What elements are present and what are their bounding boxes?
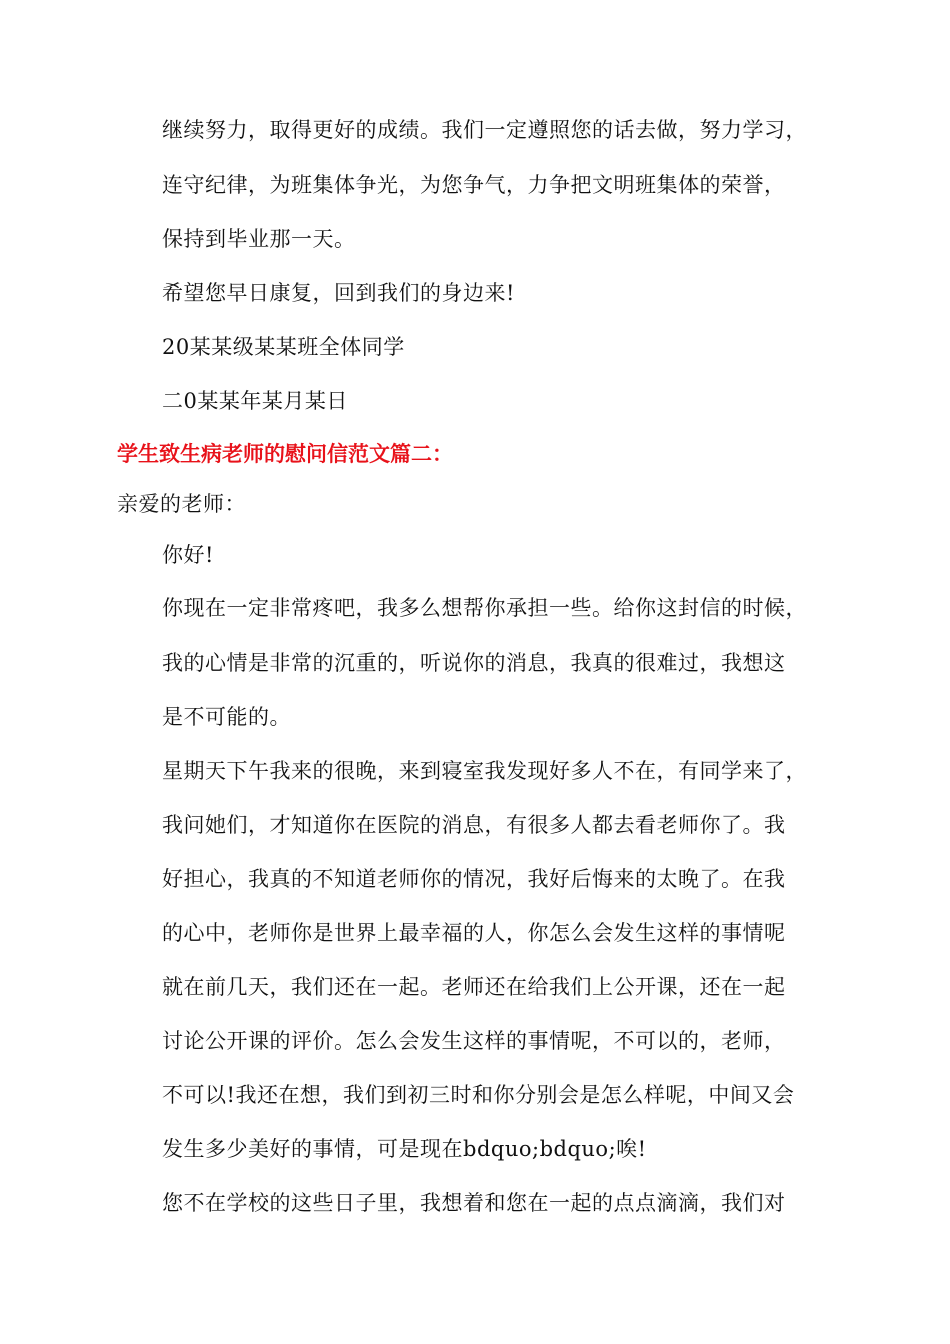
greeting: 你好! xyxy=(162,543,214,567)
text-line: 我的心情是非常的沉重的，听说你的消息，我真的很难过，我想这 xyxy=(162,651,786,675)
text-line: 是不可能的。 xyxy=(162,705,291,729)
text-line: 讨论公开课的评价。怎么会发生这样的事情呢，不可以的，老师， xyxy=(162,1029,786,1053)
signature-line: 20某某级某某班全体同学 xyxy=(162,335,405,359)
section-heading: 学生致生病老师的慰问信范文篇二： xyxy=(117,442,453,466)
text-line: 不可以!我还在想，我们到初三时和你分别会是怎么样呢，中间又会 xyxy=(162,1083,795,1107)
text-line: 您不在学校的这些日子里，我想着和您在一起的点点滴滴，我们对 xyxy=(162,1191,786,1215)
text-line: 连守纪律，为班集体争光，为您争气，力争把文明班集体的荣誉， xyxy=(162,173,786,197)
text-line: 保持到毕业那一天。 xyxy=(162,227,356,251)
text-line: 发生多少美好的事情，可是现在bdquo;bdquo;唉! xyxy=(162,1137,647,1161)
text-line: 好担心，我真的不知道老师你的情况，我好后悔来的太晚了。在我 xyxy=(162,867,786,891)
text-line: 就在前几天，我们还在一起。老师还在给我们上公开课，还在一起 xyxy=(162,975,786,999)
salutation: 亲爱的老师： xyxy=(117,492,246,516)
text-line: 星期天下午我来的很晚，来到寝室我发现好多人不在，有同学来了， xyxy=(162,759,807,783)
text-line: 继续努力，取得更好的成绩。我们一定遵照您的话去做，努力学习， xyxy=(162,118,807,142)
text-line: 希望您早日康复，回到我们的身边来! xyxy=(162,281,515,305)
text-line: 你现在一定非常疼吧，我多么想帮你承担一些。给你这封信的时候， xyxy=(162,596,807,620)
text-line: 的心中，老师你是世界上最幸福的人，你怎么会发生这样的事情呢 xyxy=(162,921,786,945)
date-line: 二0某某年某月某日 xyxy=(162,389,348,413)
text-line: 我问她们，才知道你在医院的消息，有很多人都去看老师你了。我 xyxy=(162,813,786,837)
